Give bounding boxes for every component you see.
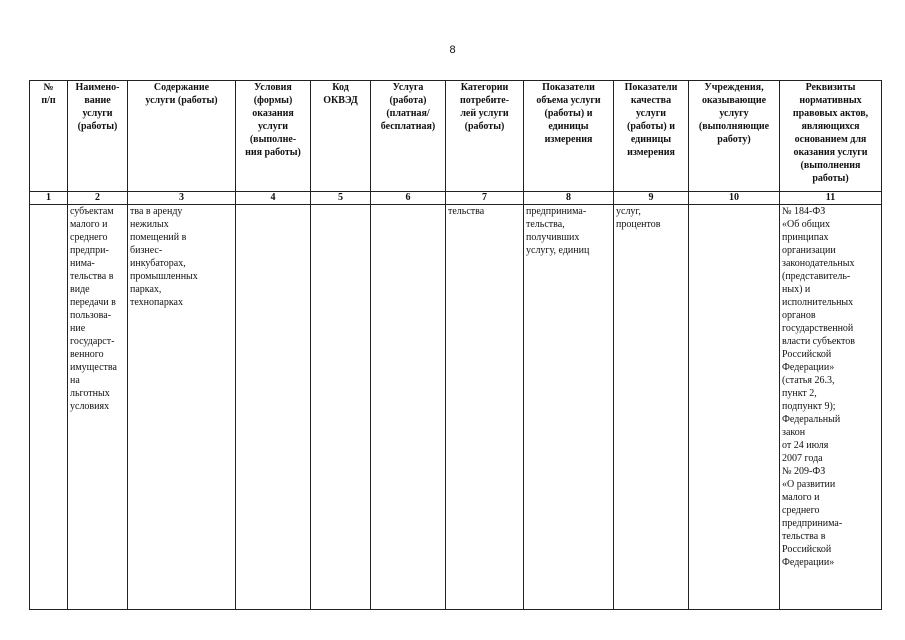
header-cell-legal-acts: Реквизиты нормативных правовых актов, являющихся основанием для оказания услуги (выполнения работы)	[780, 81, 882, 192]
column-number: 3	[128, 192, 236, 205]
cell-paid-free	[371, 205, 446, 610]
header-cell-volume-indicators: Показатели объема услуги (работы) и единицы измерения	[524, 81, 614, 192]
header-cell-consumer-categories: Категории потребите- лей услуги (работы)	[446, 81, 524, 192]
page-number: 8	[449, 44, 456, 56]
header-cell-quality-indicators: Показатели качества услуги (работы) и единицы измерения	[614, 81, 689, 192]
column-number: 10	[689, 192, 780, 205]
column-number-row	[30, 192, 882, 205]
cell-service-content: тва в аренду нежилых помещений в бизнес- инкубаторах, промышленных парках, технопарках	[128, 205, 236, 610]
cell-consumer-categories: тельства	[446, 205, 524, 610]
column-number: 11	[780, 192, 882, 205]
header-cell-paid-free: Услуга (работа) (платная/ бесплатная)	[371, 81, 446, 192]
header-cell-service-name: Наимено- вание услуги (работы)	[68, 81, 128, 192]
table-row	[30, 205, 882, 610]
header-row	[30, 81, 882, 192]
header-cell-okved-code: Код ОКВЭД	[311, 81, 371, 192]
column-number: 9	[614, 192, 689, 205]
column-number: 5	[311, 192, 371, 205]
header-cell-service-content: Содержание услуги (работы)	[128, 81, 236, 192]
column-number: 4	[236, 192, 311, 205]
cell-service-name: субъектам малого и среднего предпри- нима- тельства в виде передачи в пользова- ние государст- венного имущества на льготных условиях	[68, 205, 128, 610]
column-number: 8	[524, 192, 614, 205]
cell-legal-acts: № 184-ФЗ «Об общих принципах организации законодательных (представитель- ных) и исполнительных органов государственной власти субъектов Российской Федерации» (статья 26.3, пункт 2, подпункт 9); Федеральный закон от 24 июля 2007 года № 209-ФЗ «О развитии малого и среднего предпринима- тельства в Российской Федерации»	[780, 205, 882, 610]
cell-institutions	[689, 205, 780, 610]
column-number: 6	[371, 192, 446, 205]
header-cell-conditions: Условия (формы) оказания услуги (выполне- ния работы)	[236, 81, 311, 192]
column-number: 1	[30, 192, 68, 205]
services-table	[29, 80, 882, 610]
cell-okved-code	[311, 205, 371, 610]
cell-conditions	[236, 205, 311, 610]
column-number: 2	[68, 192, 128, 205]
cell-quality-indicators: услуг, процентов	[614, 205, 689, 610]
column-number: 7	[446, 192, 524, 205]
header-cell-number: № п/п	[30, 81, 68, 192]
header-cell-institutions: Учреждения, оказывающие услугу (выполняющие работу)	[689, 81, 780, 192]
cell-number	[30, 205, 68, 610]
cell-volume-indicators: предпринима- тельства, получивших услугу, единиц	[524, 205, 614, 610]
